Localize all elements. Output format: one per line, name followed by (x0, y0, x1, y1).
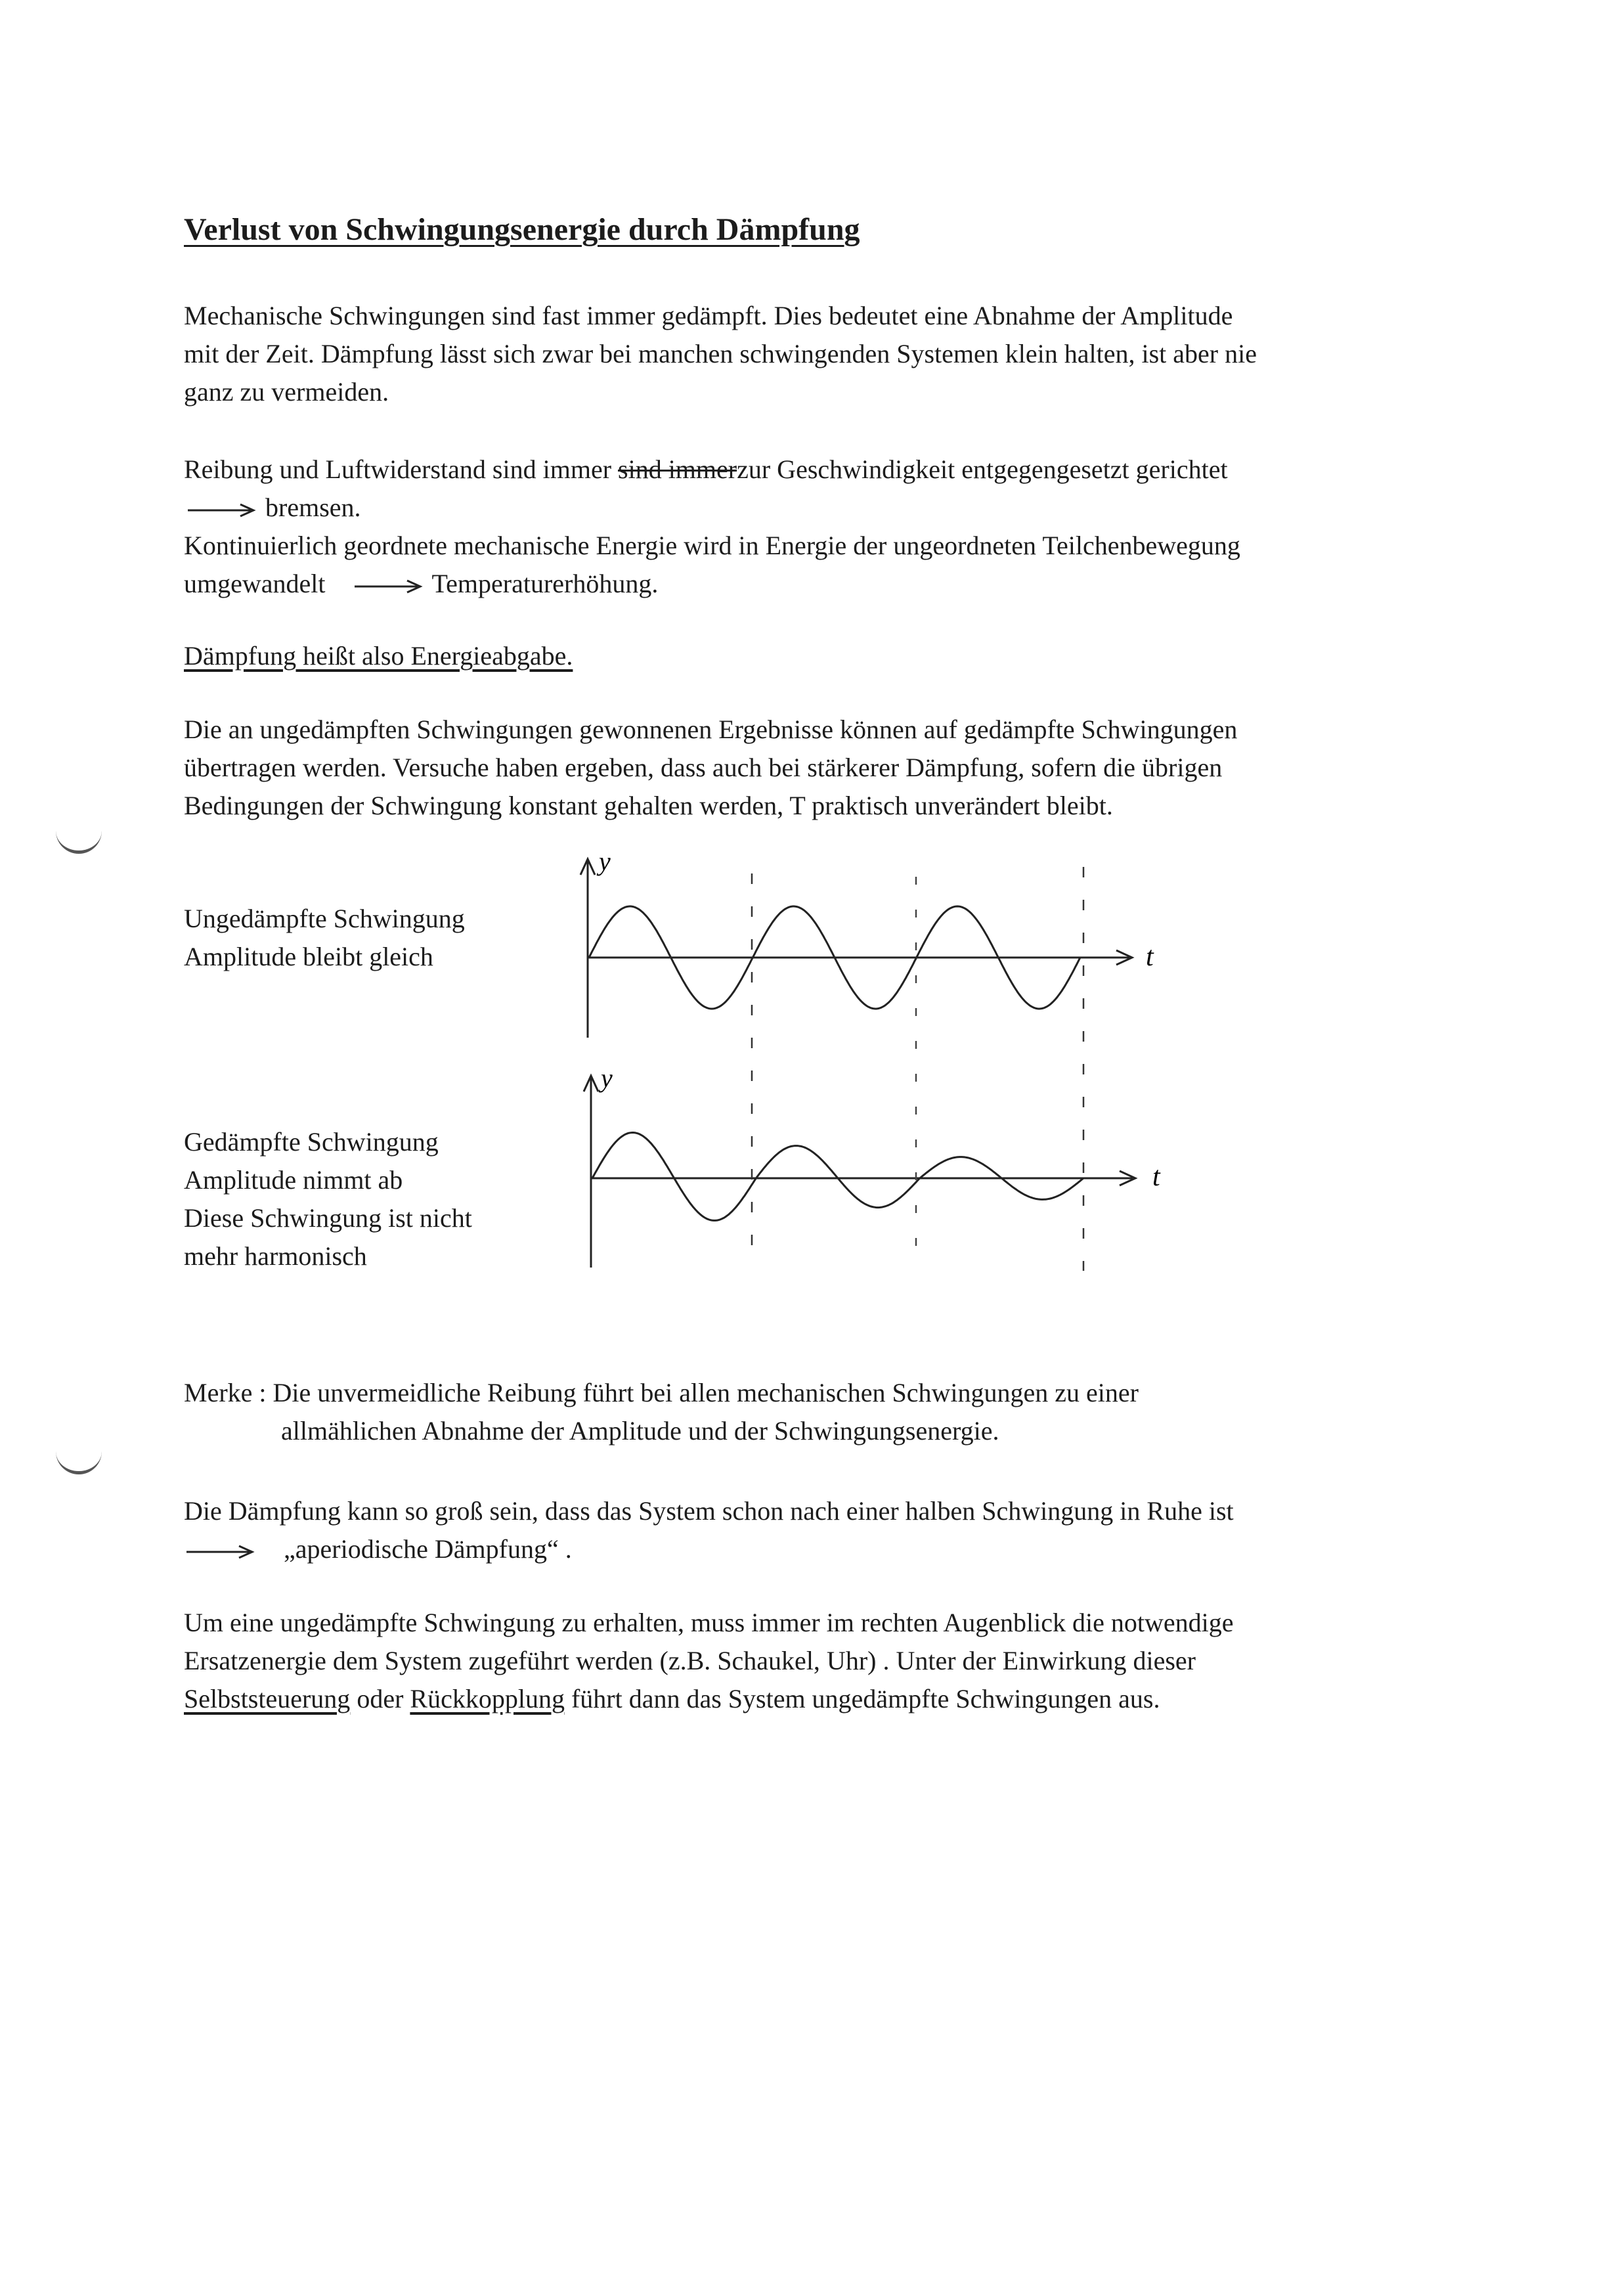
text-line (184, 1680, 1431, 1718)
text-fragment: umgewandelt (184, 569, 326, 598)
undamped-keep-paragraph (184, 1604, 1431, 1718)
t-axis-label: t (1152, 1162, 1160, 1192)
text-line: Um eine ungedämpfte Schwingung zu erhalten, muss immer im rechten Augenblick die notwendige (184, 1608, 1234, 1637)
text-line: mit der Zeit. Dämpfung lässt sich zwar bei manchen schwingenden Systemen klein halten, ist aber nie (184, 339, 1257, 368)
text-fragment: Temperaturerhöhung. (431, 569, 659, 598)
text-line: Amplitude bleibt gleich (184, 942, 433, 971)
underlined-text: Rückkopplung (410, 1684, 565, 1713)
text-line (184, 1530, 1431, 1568)
text-fragment: zur Geschwindigkeit entgegengesetzt gerichtet (737, 454, 1228, 484)
text-line: Mechanische Schwingungen sind fast immer gedämpft. Dies bedeutet eine Abnahme der Amplitude (184, 301, 1233, 330)
page-title: Verlust von Schwingungsenergie durch Dämpfung (184, 212, 860, 247)
text-line: Kontinuierlich geordnete mechanische Energie wird in Energie der ungeordneten Teilchenbewegung (184, 531, 1240, 560)
text-line: Merke : Die unvermeidliche Reibung führt bei allen mechanischen Schwingungen zu einer (184, 1378, 1139, 1407)
arrow-icon (184, 1542, 256, 1562)
struck-text: sind immer (618, 454, 737, 484)
y-axis-label: y (599, 847, 611, 876)
text-line: allmählichen Abnahme der Amplitude und der Schwingungsenergie. (281, 1416, 999, 1446)
aperiodic-paragraph (184, 1492, 1431, 1568)
text-line: Bedingungen der Schwingung konstant gehalten werden, T praktisch unverändert bleibt. (184, 791, 1113, 820)
text-fragment: Reibung und Luftwiderstand sind immer (184, 454, 619, 484)
text-line: Amplitude nimmt ab (184, 1165, 403, 1195)
text-line: Gedämpfte Schwingung (184, 1127, 439, 1157)
text-line: Die an ungedämpften Schwingungen gewonnenen Ergebnisse können auf gedämpfte Schwingungen (184, 715, 1238, 744)
y-axis-label: y (601, 1063, 613, 1093)
text-line: Diese Schwingung ist nicht (184, 1203, 472, 1233)
text-fragment: führt dann das System ungedämpfte Schwingungen aus. (564, 1684, 1160, 1713)
text-line: Die Dämpfung kann so groß sein, dass das System schon nach einer halben Schwingung in Ruhe ist (184, 1496, 1234, 1526)
text-fragment: oder (350, 1684, 410, 1713)
text-line: ganz zu vermeiden. (184, 377, 389, 407)
text-line: Ungedämpfte Schwingung (184, 904, 465, 933)
text-fragment: bremsen. (265, 493, 361, 522)
text-line: Ersatzenergie dem System zugeführt werden (z.B. Schaukel, Uhr) . Unter der Einwirkung dieser (184, 1646, 1196, 1675)
t-axis-label: t (1146, 942, 1154, 972)
text-line: mehr harmonisch (184, 1241, 367, 1271)
underlined-text: Selbststeuerung (184, 1684, 351, 1713)
text-line: übertragen werden. Versuche haben ergeben, dass auch bei stärkerer Dämpfung, sofern die übrigen (184, 753, 1223, 782)
damped-wave (592, 1133, 1083, 1221)
merke-note (184, 1374, 1139, 1450)
underlined-text: Dämpfung heißt also Energieabgabe. (184, 641, 573, 671)
text-fragment: „aperiodische Dämpfung“ . (284, 1534, 572, 1564)
